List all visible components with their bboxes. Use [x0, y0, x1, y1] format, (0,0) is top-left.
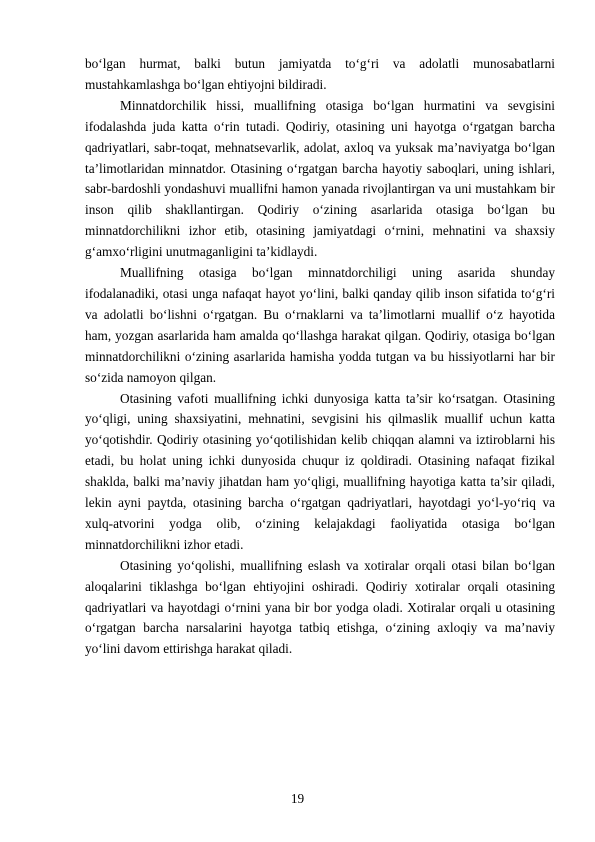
page-number: 19 — [290, 791, 305, 806]
paragraph: Otasining vafoti muallifning ichki dunyosiga katta ta’sir ko‘rsatgan. Otasining yo‘qligi, uning shaxsiyatini, mehnatini, sevgisini his qilmaslik muallif uchun katta yo‘qotishdir. Qodiriy otasining yo‘qotilishidan kelib chiqqan alamni va iztiroblarni his etadi, bu holat uning ichki dunyosida chuqur iz qoldiradi. Otasining nafaqat fizikal shaklda, balki ma’naviy jihatdan ham yo‘qligi, muallifning hayotiga katta ta’sir qiladi, lekin ayni paytda, otasining barcha o‘rgatgan qadriyatlari, hayotdagi yo‘l-yo‘riq va xulq-atvorini yodga olib, o‘zining kelajakdagi faoliyatida otasiga bo‘lgan minnatdorchilikni izhor etadi. — [85, 390, 555, 552]
paragraph-continuation: bo‘lgan hurmat, balki butun jamiyatda to‘g‘ri va adolatli munosabatlarni mustahkamlashga bo‘lgan ehtiyojni bildiradi. — [85, 56, 555, 92]
document-body — [85, 54, 555, 660]
paragraph: Muallifning otasiga bo‘lgan minnatdorchiligi uning asarida shunday ifodalanadiki, otasi unga nafaqat hayot yo‘lini, balki qanday qilib inson sifatida to‘g‘ri va adolatli bo‘lishni o‘rgatgan. Bu o‘rnaklarni va ta’limotlarni muallif o‘z hayotida ham, yozgan asarlarida ham amalda qo‘llashga harakat qilgan. Qodiriy, otasiga bo‘lgan minnatdorchilikni o‘zining asarlarida hamisha yodda tutgan va bu hissiyotlarni har bir so‘zida namoyon qilgan. — [85, 265, 555, 385]
paragraph: Minnatdorchilik hissi, muallifning otasiga bo‘lgan hurmatini va sevgisini ifodalashda juda katta o‘rin tutadi. Qodiriy, otasining uni hayotga o‘rgatgan barcha qadriyatlari, sabr-toqat, mehnatsevarlik, adolat, axloq va yuksak ma’naviyatga bo‘lgan ta’limotlaridan minnatdor. Otasining o‘rgatgan barcha hayotiy saboqlari, uning ishlari, sabr-bardoshli yondashuvi muallifni hamon yanada rivojlantirgan va uni mustahkam bir inson qilib shakllantirgan. Qodiriy o‘zining asarlarida otasiga bo‘lgan bu minnatdorchilikni izhor etib, otasining jamiyatdagi o‘rnini, mehnatini va shaxsiy g‘amxo‘rligini unutmaganligini ta’kidlaydi. — [85, 97, 555, 260]
paragraph: Otasining yo‘qolishi, muallifning eslash va xotiralar orqali otasi bilan bo‘lgan aloqalarini tiklashga bo‘lgan ehtiyojini oshiradi. Qodiriy xotiralar orqali otasining qadriyatlari va hayotdagi o‘rnini yana bir bor yodga oladi. Xotiralar orqali u otasining o‘rgatgan barcha narsalarini hayotga tatbiq etishga, o‘zining axloqiy va ma’naviy yo‘lini davom ettirishga harakat qiladi. — [85, 557, 555, 657]
